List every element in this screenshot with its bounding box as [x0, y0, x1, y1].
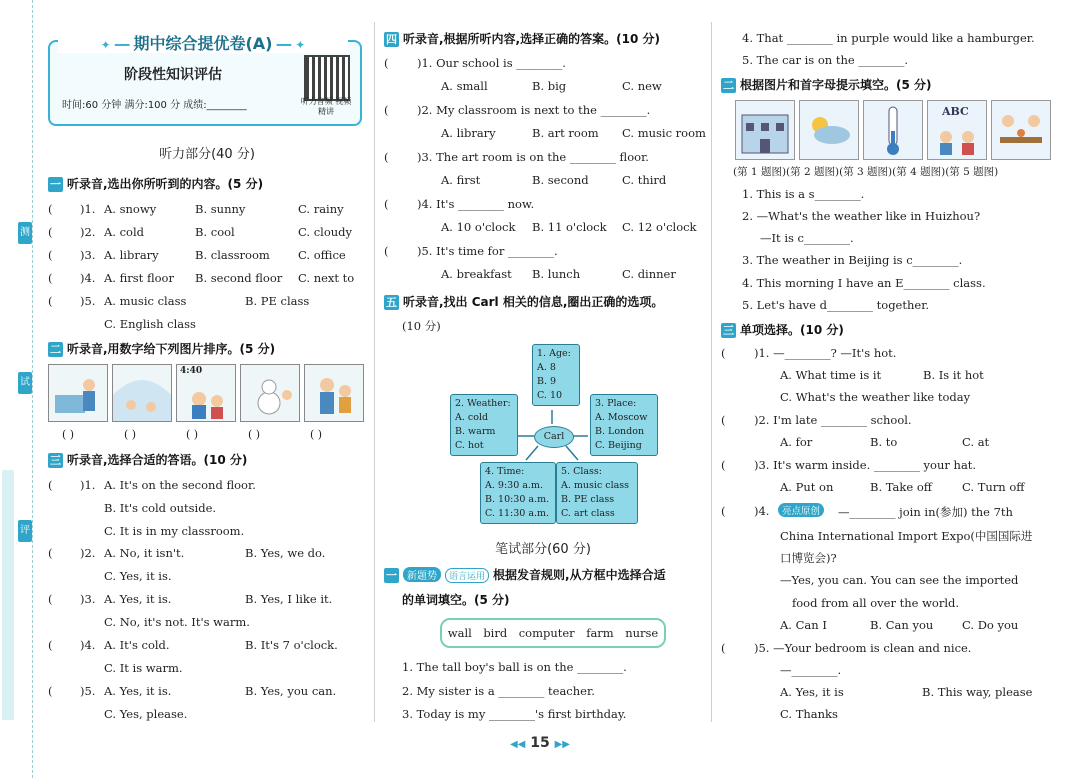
picture-office	[48, 364, 108, 422]
answer-paren[interactable]: (	[384, 150, 389, 164]
picture-captions: (第 1 题图)(第 2 题图)(第 3 题图)(第 4 题图)(第 5 题图)	[733, 166, 999, 178]
question-cont: 口博览会)?	[780, 551, 837, 565]
answer-paren[interactable]: (	[48, 225, 53, 239]
fill-line: 2. —What's the weather like in Huizhou?	[742, 209, 981, 223]
option: A. Yes, it is.	[104, 684, 172, 698]
binding-margin	[0, 0, 33, 778]
option: C. Thanks	[780, 707, 838, 721]
option: C. Yes, it is.	[104, 569, 172, 583]
question: —________ join in(参加) the 7th	[838, 505, 1013, 519]
option: A. library	[441, 126, 496, 140]
option: A. No, it isn't.	[104, 546, 185, 560]
page-number	[505, 735, 575, 751]
word: wall	[447, 626, 472, 640]
qr-label: 听力音频 视频精讲	[300, 97, 352, 116]
question: )5. —Your bedroom is clean and nice.	[754, 641, 972, 655]
option: B. Yes, I like it.	[245, 592, 333, 606]
option: C. third	[622, 173, 667, 187]
option: C. What's the weather like today	[780, 390, 971, 404]
binding-tab: 试	[18, 372, 32, 394]
box-title: 4. Time:	[485, 466, 525, 477]
place-box	[590, 394, 658, 456]
option: B. second floor	[195, 271, 283, 285]
fill-line[interactable]: 3. The weather in Beijing is c________.	[742, 253, 963, 267]
question: )2. I'm late ________ school.	[754, 413, 912, 427]
box-option[interactable]: C. art class	[561, 508, 615, 519]
picture-row	[48, 364, 364, 422]
option: B. Take off	[870, 480, 932, 494]
fill-line[interactable]: 1. The tall boy's ball is on the ________.	[402, 660, 627, 674]
question-cont: China International Import Expo(中国国际进	[780, 529, 1033, 543]
option: C. music room	[622, 126, 706, 140]
hint-pictures	[735, 100, 1051, 160]
option: B. big	[532, 79, 567, 93]
question-cont: —________.	[780, 663, 842, 677]
answer-paren[interactable]: (	[384, 197, 389, 211]
option: B. Is it hot	[923, 368, 984, 382]
option: C. cloudy	[298, 225, 353, 239]
option: C. Turn off	[962, 480, 1025, 494]
answer-paren[interactable]: (	[48, 294, 53, 308]
item-number: )5.	[80, 684, 96, 698]
board-text: ABC	[942, 105, 969, 118]
option: A. What time is it	[780, 368, 882, 382]
prev-arrow-icon: ◀◀	[509, 739, 526, 750]
written-part-title: 笔试部分(60 分)	[495, 542, 591, 557]
item-number: )4.	[80, 638, 96, 652]
picture-thermometer	[863, 100, 923, 160]
answer-paren[interactable]: (	[48, 478, 53, 492]
item-number: )1.	[80, 478, 96, 492]
box-option[interactable]: A. 9:30 a.m.	[485, 480, 543, 491]
picture-clock	[176, 364, 236, 422]
answer-paren[interactable]: (	[48, 546, 53, 560]
word: nurse	[625, 626, 659, 640]
option: B. This way, please	[922, 685, 1033, 699]
item-number: )2.	[80, 546, 96, 560]
box-option[interactable]: A. music class	[561, 480, 630, 491]
answer-paren[interactable]: (	[48, 638, 53, 652]
order-blank[interactable]: ( )	[186, 428, 199, 441]
question: )1. Our school is ________.	[417, 56, 566, 70]
option: A. music class	[104, 294, 187, 308]
answer-paren[interactable]: (	[48, 248, 53, 262]
section-heading: 三 单项选择。(10 分)	[723, 323, 844, 337]
question: )3. The art room is on the ________ floor.	[417, 150, 649, 164]
order-blank[interactable]: ( )	[62, 428, 75, 441]
exam-title: ✦ ━━ 期中综合提优卷(A) ━━ ✦	[58, 31, 348, 53]
item-number: )3.	[80, 592, 96, 606]
option: C. Do you	[962, 618, 1019, 632]
fill-line[interactable]: 5. The car is on the ________.	[742, 53, 908, 67]
option: A. Yes, it is.	[104, 592, 172, 606]
fill-line[interactable]: —It is c________.	[760, 231, 854, 245]
box-option[interactable]: B. warm	[455, 426, 496, 437]
page-number-text: 15	[530, 735, 550, 751]
answer-paren[interactable]: (	[721, 346, 726, 360]
answer-paren[interactable]: (	[48, 202, 53, 216]
option: B. It's 7 o'clock.	[245, 638, 338, 652]
fill-line[interactable]: 3. Today is my ________'s first birthday.	[402, 707, 627, 721]
option: B. PE class	[245, 294, 310, 308]
box-option[interactable]: B. 10:30 a.m.	[485, 494, 550, 505]
question: )3. It's warm inside. ________ your hat.	[754, 458, 977, 472]
exam-subtitle: 阶段性知识评估	[124, 67, 222, 83]
option: A. first floor	[104, 271, 174, 285]
question-cont: food from all over the world.	[792, 596, 960, 610]
order-blank[interactable]: ( )	[248, 428, 261, 441]
option: C. office	[298, 248, 346, 262]
option: A. It's cold.	[104, 638, 170, 652]
box-option[interactable]: A. 8	[537, 362, 556, 373]
column-divider	[374, 22, 375, 722]
option: B. classroom	[195, 248, 270, 262]
option: C. Yes, please.	[104, 707, 188, 721]
option: C. It is in my classroom.	[104, 524, 245, 538]
question: )1. —________? —It's hot.	[754, 346, 897, 360]
next-arrow-icon: ▶▶	[554, 739, 570, 750]
weather-box	[450, 394, 518, 456]
answer-paren[interactable]: (	[384, 103, 389, 117]
answer-paren[interactable]: (	[721, 504, 726, 518]
section-heading: 三 听录音,选择合适的答语。(10 分)	[50, 453, 248, 467]
picture-classroom	[304, 364, 364, 422]
binding-strip	[2, 470, 14, 720]
fill-line[interactable]: 2. My sister is a ________ teacher.	[402, 684, 595, 698]
column-divider	[711, 22, 712, 722]
order-blank[interactable]: ( )	[310, 428, 323, 441]
option: A. 10 o'clock	[441, 220, 516, 234]
fill-line[interactable]: 4. That ________ in purple would like a hamburger.	[742, 31, 1035, 45]
word: computer	[518, 626, 575, 640]
option: A. Put on	[780, 480, 834, 494]
section-heading: 一 新题势 语言运用 根据发音规则,从方框中选择合适	[386, 568, 666, 582]
answer-paren[interactable]: (	[721, 458, 726, 472]
answer-paren[interactable]: (	[384, 244, 389, 258]
option: C. rainy	[298, 202, 344, 216]
answer-paren[interactable]: (	[384, 56, 389, 70]
question: )5. It's time for ________.	[417, 244, 558, 258]
option: C. new	[622, 79, 662, 93]
option: A. Can I	[780, 618, 827, 632]
carl-center: Carl	[534, 426, 574, 448]
option: C. next to	[298, 271, 355, 285]
picture-school	[735, 100, 795, 160]
option: B. Yes, we do.	[245, 546, 326, 560]
qr-code-icon[interactable]	[304, 55, 350, 101]
carl-diagram	[442, 340, 662, 530]
option: A. first	[441, 173, 481, 187]
time-box	[480, 462, 556, 524]
question: )2. My classroom is next to the ________.	[417, 103, 651, 117]
box-option[interactable]: B. London	[595, 426, 645, 437]
picture-snowman	[240, 364, 300, 422]
class-box	[556, 462, 638, 524]
box-option[interactable]: A. Moscow	[595, 412, 648, 423]
fill-line[interactable]: 5. Let's have d________ together.	[742, 298, 930, 312]
option: B. cool	[195, 225, 235, 239]
option: C. at	[962, 435, 990, 449]
option: A. breakfast	[441, 267, 512, 281]
box-option[interactable]: B. 9	[537, 376, 557, 387]
item-number: )4.	[80, 271, 96, 285]
box-option[interactable]: B. PE class	[561, 494, 615, 505]
picture-dinner	[991, 100, 1051, 160]
answer-paren[interactable]: (	[721, 413, 726, 427]
option: C. 12 o'clock	[622, 220, 697, 234]
question: )4. It's ________ now.	[417, 197, 535, 211]
exam-meta: 时间:60 分钟 满分:100 分 成绩:________	[62, 100, 247, 111]
box-option[interactable]: C. 10	[537, 390, 563, 401]
section-heading: 二 听录音,用数字给下列图片排序。(5 分)	[50, 342, 276, 356]
option: B. to	[870, 435, 898, 449]
option: A. It's on the second floor.	[104, 478, 256, 492]
box-option[interactable]: A. cold	[455, 412, 489, 423]
option: B. Can you	[870, 618, 934, 632]
section-score: (10 分)	[402, 319, 441, 333]
binding-tab: 测	[18, 222, 32, 244]
listening-part-title: 听力部分(40 分)	[159, 147, 255, 162]
word: bird	[483, 626, 508, 640]
picture-english-class	[927, 100, 987, 160]
section-heading-cont: 的单词填空。(5 分)	[402, 593, 510, 607]
item-number: )3.	[80, 248, 96, 262]
answer-paren[interactable]: (	[48, 592, 53, 606]
option: B. second	[532, 173, 589, 187]
section-heading: 四 听录音,根据所听内容,选择正确的答案。(10 分)	[386, 32, 660, 46]
option: A. snowy	[104, 202, 157, 216]
option: A. library	[104, 248, 159, 262]
box-title: 5. Class:	[561, 466, 603, 477]
box-title: 2. Weather:	[455, 398, 511, 409]
box-option[interactable]: C. 11:30 a.m.	[485, 508, 550, 519]
box-option[interactable]: C. Beijing	[595, 440, 642, 451]
box-title: 1. Age:	[537, 348, 571, 359]
section-heading: 一 听录音,选出你所听到的内容。(5 分)	[50, 177, 264, 191]
option: C. English class	[104, 317, 196, 331]
question-cont: —Yes, you can. You can see the imported	[780, 573, 1019, 587]
picture-snow-scene	[112, 364, 172, 422]
fill-line[interactable]: 4. This morning I have an E________ class.	[742, 276, 986, 290]
option: A. cold	[104, 225, 145, 239]
option: B. art room	[532, 126, 599, 140]
option: C. dinner	[622, 267, 676, 281]
option: A. small	[441, 79, 488, 93]
picture-cloudy	[799, 100, 859, 160]
item-number: )5.	[80, 294, 96, 308]
age-box	[532, 344, 580, 406]
answer-paren[interactable]: (	[48, 684, 53, 698]
section-heading: 二 根据图片和首字母提示填空。(5 分)	[723, 78, 932, 92]
highlight-tag: 亮点原创	[778, 503, 824, 517]
item-number: )1.	[80, 202, 96, 216]
option: B. sunny	[195, 202, 246, 216]
binding-tab: 评	[18, 520, 32, 542]
item-number: )4.	[754, 504, 770, 518]
answer-paren[interactable]: (	[48, 271, 53, 285]
option: B. Yes, you can.	[245, 684, 337, 698]
option: B. It's cold outside.	[104, 501, 217, 515]
word-box	[440, 618, 666, 648]
box-option[interactable]: C. hot	[455, 440, 484, 451]
answer-paren[interactable]: (	[721, 641, 726, 655]
option: B. 11 o'clock	[532, 220, 607, 234]
option: C. It is warm.	[104, 661, 183, 675]
section-heading: 五 听录音,找出 Carl 相关的信息,圈出正确的选项。	[386, 295, 664, 309]
option: A. for	[780, 435, 813, 449]
option: B. lunch	[532, 267, 581, 281]
fill-line[interactable]: 1. This is a s________.	[742, 187, 865, 201]
word: farm	[586, 626, 614, 640]
clock-text: 4:40	[180, 366, 203, 376]
box-title: 3. Place:	[595, 398, 637, 409]
order-blank[interactable]: ( )	[124, 428, 137, 441]
option: A. Yes, it is	[780, 685, 844, 699]
option: C. No, it's not. It's warm.	[104, 615, 250, 629]
item-number: )2.	[80, 225, 96, 239]
